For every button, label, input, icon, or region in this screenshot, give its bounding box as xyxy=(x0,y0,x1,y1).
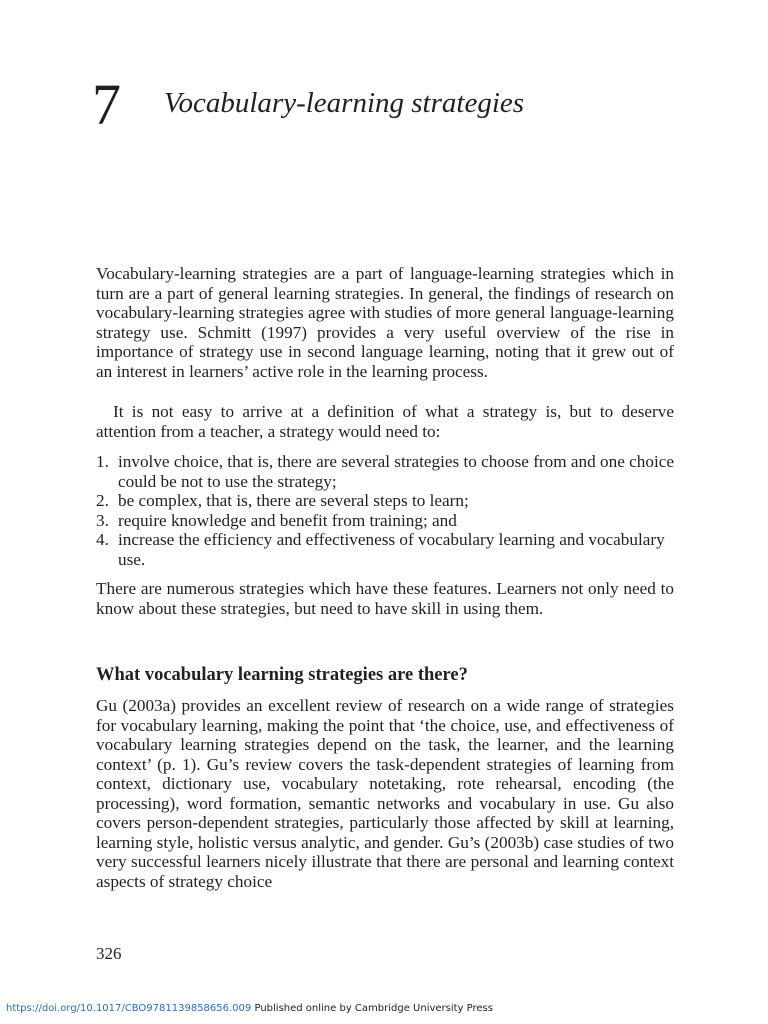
list-item-text: require knowledge and benefit from training; and xyxy=(118,510,457,530)
list-item-number: 3. xyxy=(96,510,109,530)
paragraph-text: Vocabulary-learning strategies are a part of language-learning strategies which in turn are a part of general learning strategies. In general, the findings of research on vocabulary-learning strategies agree with studies of more general language-learning strategy use. Schmitt (1997) provides a very useful overview of the rise in importance of strategy use in second language learning, noting that it grew out of an interest in learners’ active role in the learning process. xyxy=(96,264,674,381)
footer xyxy=(6,1003,493,1014)
list-item xyxy=(96,511,674,531)
list-item xyxy=(96,530,674,569)
list-item-text: be complex, that is, there are several steps to learn; xyxy=(118,491,469,510)
body-paragraph-1 xyxy=(96,264,674,381)
list-item-number: 1. xyxy=(96,452,109,471)
list-item-text: involve choice, that is, there are several strategies to choose from and one choice could be not to use the strategy; xyxy=(118,452,674,491)
paragraph-text: Gu (2003a) provides an excellent review of research on a wide range of strategies for vocabulary learning, making the point that ‘the choice, use, and effectiveness of vocabulary learning strategies depend on the task, the learner, and the learning context’ (p. 1). Gu’s review covers the task-dependent strategies of learning from context, dictionary use, vocabulary notetaking, rote rehearsal, encoding (the processing), word formation, semantic networks and vocabulary in use. Gu also covers person-dependent strategies, particularly those affected by skill at learning, learning style, holistic versus analytic, and gender. Gu’s (2003b) case studies of two very successful learners nicely illustrate that there are personal and learning context aspects of strategy choice xyxy=(96,696,674,891)
published-note: Published online by Cambridge University Press xyxy=(254,1003,493,1014)
body-paragraph-2 xyxy=(96,402,674,441)
list-item-text: increase the efficiency and effectiveness of vocabulary learning and vocabulary use. xyxy=(118,530,665,569)
list-item-number: 2. xyxy=(96,491,109,510)
body-paragraph-4 xyxy=(96,696,674,891)
paragraph-text: There are numerous strategies which have these features. Learners not only need to know about these strategies, but need to have skill in using them. xyxy=(96,579,674,618)
chapter-number: 7 xyxy=(92,72,121,137)
list-item xyxy=(96,452,674,491)
doi-link[interactable]: https://doi.org/10.1017/CBO9781139858656.009 xyxy=(6,1003,252,1014)
body-paragraph-3 xyxy=(96,579,674,618)
page-number: 326 xyxy=(96,944,122,963)
list-item-number: 4. xyxy=(96,530,109,549)
numbered-list xyxy=(96,452,674,569)
chapter-title: Vocabulary-learning strategies xyxy=(164,87,525,119)
list-item xyxy=(96,491,674,511)
section-heading: What vocabulary learning strategies are there? xyxy=(96,665,468,685)
paragraph-text: It is not easy to arrive at a definition of what a strategy is, but to deserve attention from a teacher, a strategy would need to: xyxy=(96,402,674,441)
